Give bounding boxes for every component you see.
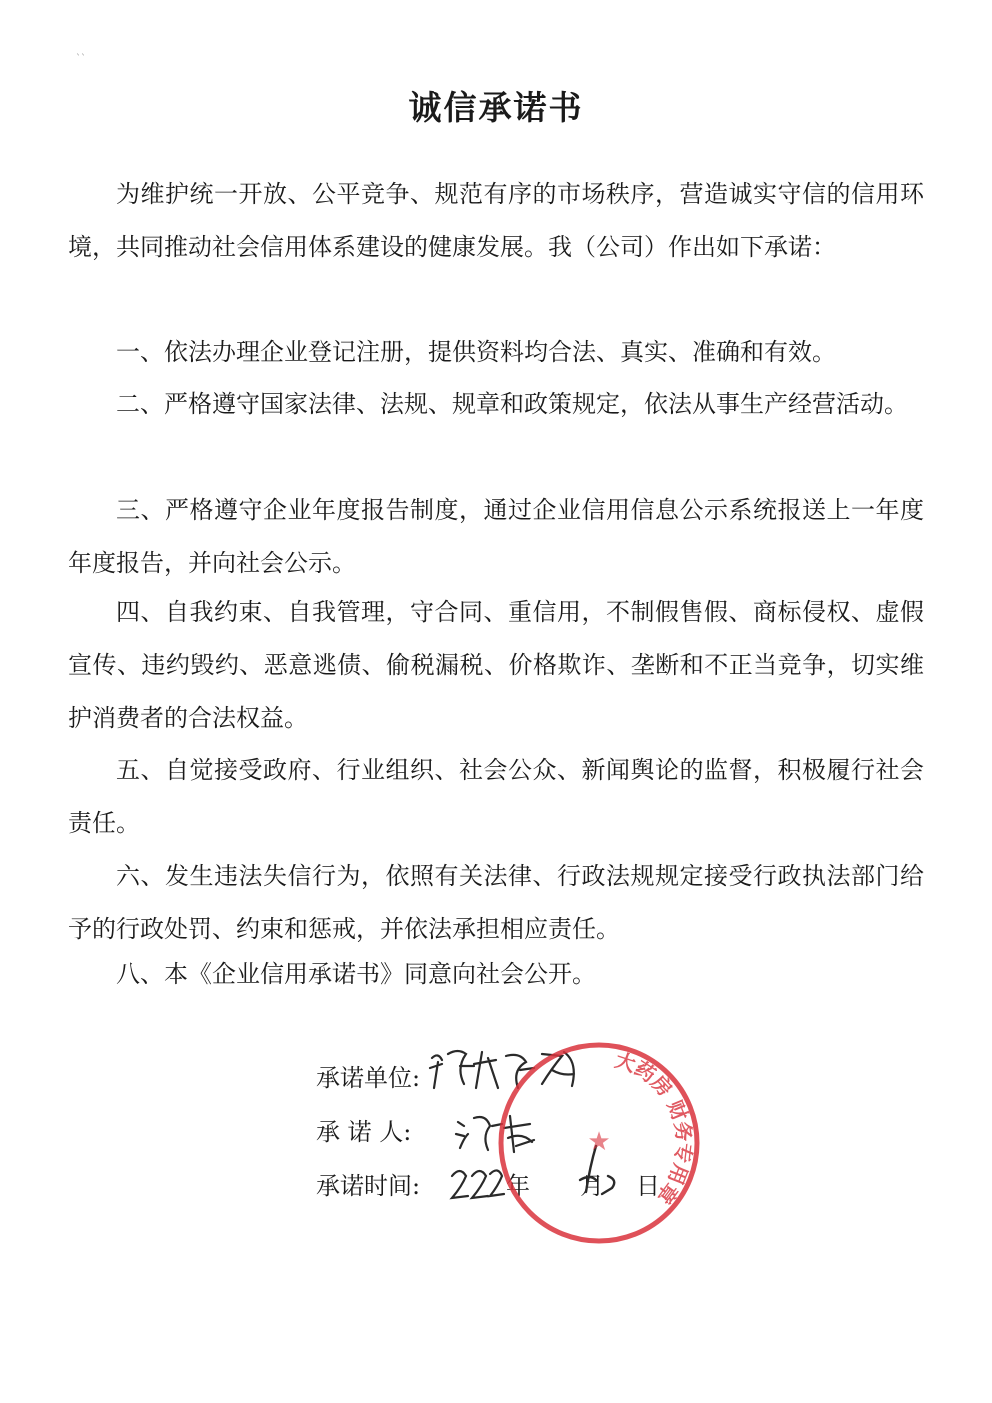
official-seal	[494, 1038, 704, 1248]
paragraph-item-1: 一、依法办理企业登记注册，提供资料均合法、真实、准确和有效。	[116, 338, 836, 366]
signature-time-row	[316, 1166, 660, 1206]
scan-mark: ``	[76, 54, 86, 65]
paragraph-item-3: 三、严格遵守企业年度报告制度，通过企业信用信息公示系统报送上一年度年度报告，并向社会公示。	[68, 496, 924, 577]
paragraph-item-4: 四、自我约束、自我管理，守合同、重信用，不制假售假、商标侵权、虚假宣传、违约毁约、恶意逃债、偷税漏税、价格欺诈、垄断和不正当竞争，切实维护消费者的合法权益。	[68, 598, 924, 732]
paragraph-item-5: 五、自觉接受政府、行业组织、社会公众、新闻舆论的监督，积极履行社会责任。	[68, 756, 924, 837]
seal-text: 大药房 财务专用章	[612, 1047, 697, 1209]
signature-person-row	[316, 1112, 411, 1152]
seal-star: ★	[587, 1127, 611, 1157]
paragraph-intro: 为维护统一开放、公平竞争、规范有序的市场秩序，营造诚实守信的信用环境，共同推动社会信用体系建设的健康发展。我（公司）作出如下承诺：	[68, 180, 924, 261]
paragraph-item-2: 二、严格遵守国家法律、法规、规章和政策规定，依法从事生产经营活动。	[116, 390, 908, 418]
paragraph-item-6: 六、发生违法失信行为，依照有关法律、行政法规规定接受行政执法部门给予的行政处罚、约束和惩戒，并依法承担相应责任。	[68, 862, 924, 943]
paragraph-item-8: 八、本《企业信用承诺书》同意向社会公开。	[116, 960, 596, 988]
signature-time-label: 承诺时间:	[316, 1172, 421, 1200]
document-title: 诚信承诺书	[408, 88, 584, 127]
day-char: 日	[636, 1172, 660, 1200]
month-char: 月	[580, 1172, 604, 1200]
signature-person-label: 承 诺 人:	[316, 1118, 412, 1146]
signature-unit-label: 承诺单位:	[316, 1064, 421, 1092]
year-char: 年	[506, 1172, 530, 1200]
signature-unit-row	[316, 1058, 420, 1098]
